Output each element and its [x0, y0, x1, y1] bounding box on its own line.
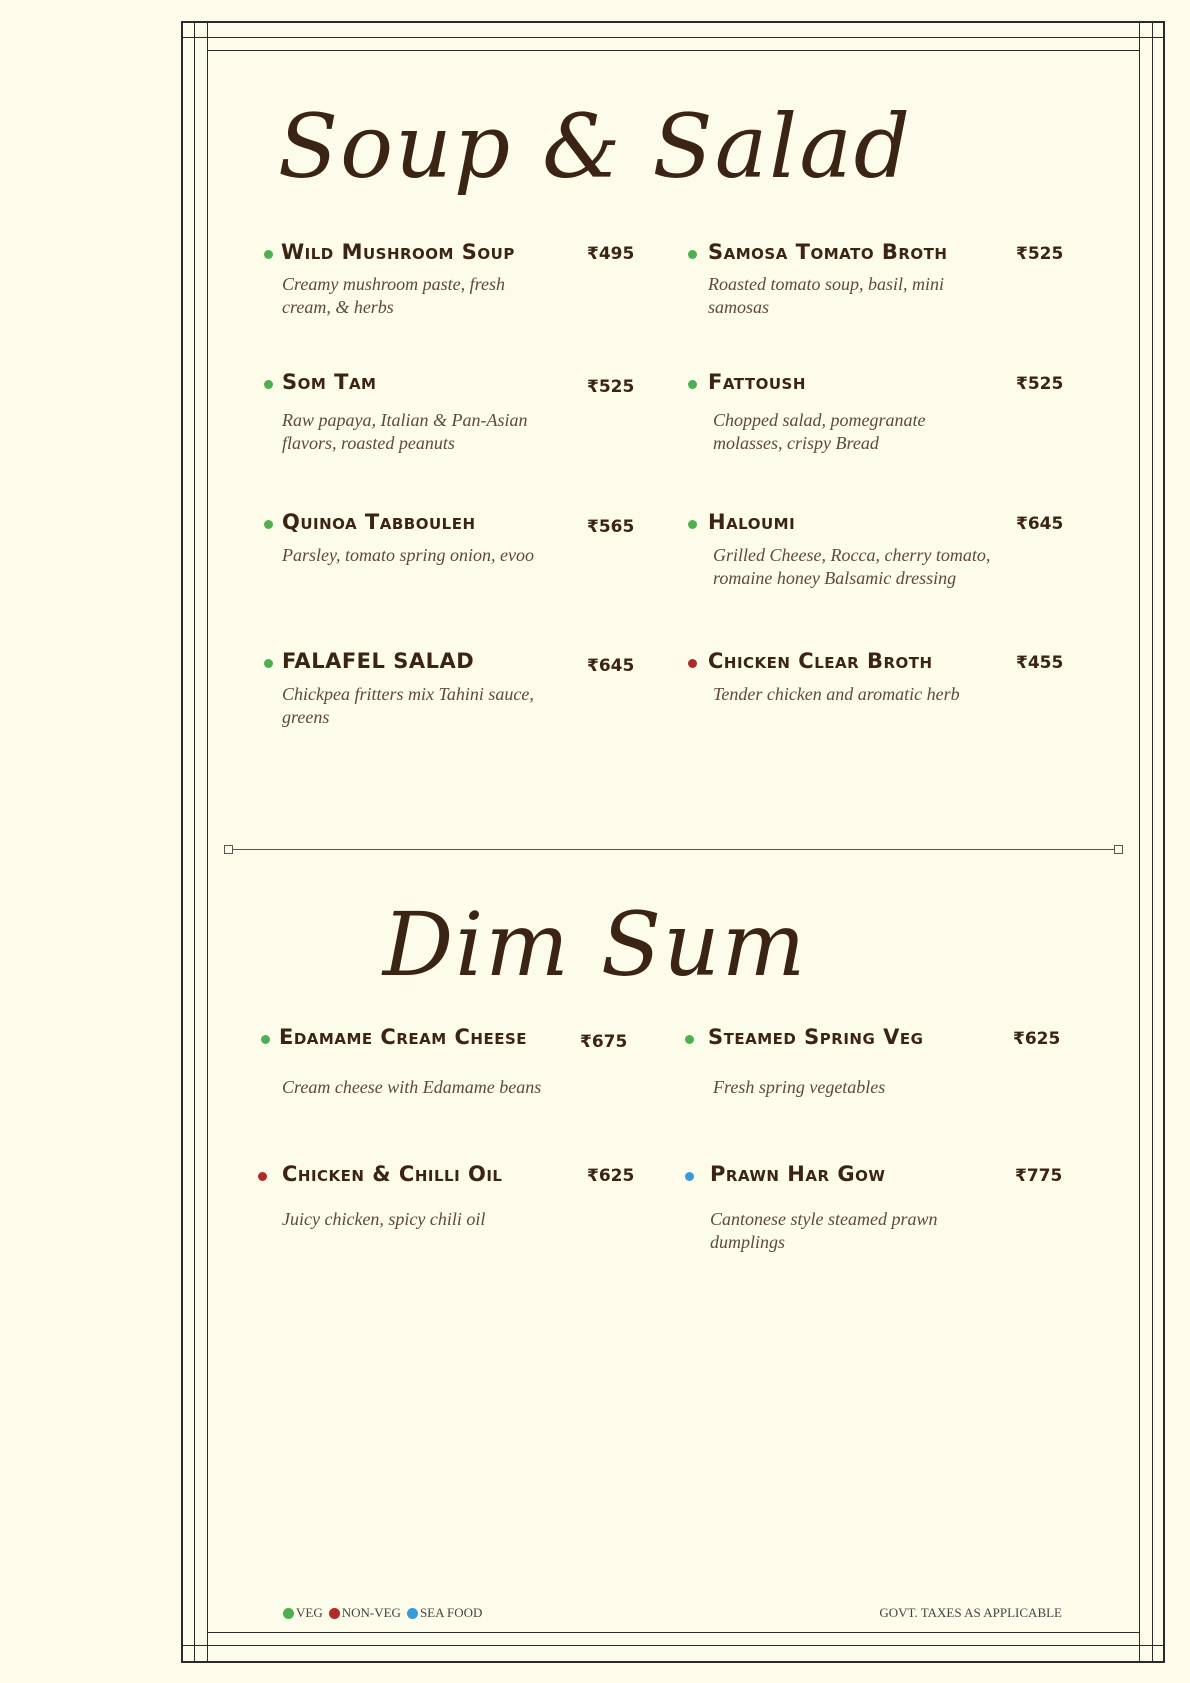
- item-name: Samosa Tomato Broth: [708, 240, 948, 264]
- item-price: ₹645: [1016, 514, 1064, 534]
- frame-outer-top: [181, 21, 1165, 23]
- frame-outer-bottom: [181, 1661, 1165, 1663]
- item-name: Prawn Har Gow: [710, 1162, 886, 1186]
- frame-inner-bottom-1: [181, 1645, 1165, 1646]
- veg-indicator-icon: [688, 250, 697, 259]
- item-price: ₹525: [1016, 244, 1064, 264]
- item-description: Roasted tomato soup, basil, mini samosas: [708, 274, 945, 317]
- item-name: Wild Mushroom Soup: [281, 240, 515, 264]
- item-price: ₹525: [1016, 374, 1064, 394]
- item-price: ₹625: [1013, 1029, 1061, 1049]
- legend: [283, 1605, 488, 1621]
- divider-left-cap: [224, 845, 233, 854]
- veg-indicator-icon: [264, 659, 273, 668]
- item-price: ₹495: [587, 244, 635, 264]
- item-name: Haloumi: [708, 510, 796, 534]
- frame-inner-bottom-2: [207, 1632, 1139, 1633]
- section-title-dim-sum: Dim Sum: [382, 893, 808, 996]
- legend-nonveg-label: NON-VEG: [341, 1605, 401, 1620]
- item-description: Fresh spring vegetables: [713, 1077, 886, 1097]
- item-price: ₹775: [1015, 1166, 1063, 1186]
- frame-outer-left: [181, 21, 183, 1663]
- frame-inner-left-1: [194, 21, 195, 1663]
- frame-inner-right-1: [1152, 21, 1153, 1663]
- item-description: Grilled Cheese, Rocca, cherry tomato, romaine honey Balsamic dressing: [713, 545, 991, 588]
- veg-indicator-icon: [264, 520, 273, 529]
- item-description: Chopped salad, pomegranate molasses, crispy Bread: [713, 410, 926, 453]
- item-name: Quinoa Tabbouleh: [282, 510, 476, 534]
- item-description: Parsley, tomato spring onion, evoo: [282, 545, 534, 565]
- item-name: Chicken Clear Broth: [708, 649, 933, 673]
- item-description: Tender chicken and aromatic herb: [713, 684, 960, 704]
- item-price: ₹565: [587, 517, 635, 537]
- item-name: FALAFEL SALAD: [282, 649, 475, 673]
- taxes-note: GOVT. TAXES AS APPLICABLE: [879, 1605, 1062, 1620]
- item-description: Cream cheese with Edamame beans: [282, 1077, 542, 1097]
- item-name: Edamame Cream Cheese: [279, 1025, 527, 1049]
- nonveg-indicator-icon: [688, 659, 697, 668]
- item-price: ₹645: [587, 656, 635, 676]
- legend-veg-label: VEG: [296, 1605, 323, 1620]
- divider-right-cap: [1114, 845, 1123, 854]
- veg-indicator-icon: [264, 250, 273, 259]
- item-price: ₹455: [1016, 653, 1064, 673]
- frame-inner-top-1: [181, 37, 1165, 38]
- item-name: Fattoush: [708, 370, 806, 394]
- frame-inner-top-2: [207, 50, 1139, 51]
- item-description: Chickpea fritters mix Tahini sauce, greens: [282, 684, 534, 727]
- item-price: ₹675: [580, 1032, 628, 1052]
- item-description: Creamy mushroom paste, fresh cream, & herbs: [282, 274, 505, 317]
- veg-indicator-icon: [264, 380, 273, 389]
- item-name: Som Tam: [282, 370, 377, 394]
- nonveg-legend-icon: [329, 1608, 340, 1619]
- veg-indicator-icon: [688, 520, 697, 529]
- item-description: Cantonese style steamed prawn dumplings: [710, 1209, 938, 1252]
- veg-indicator-icon: [685, 1035, 694, 1044]
- frame-inner-right-2: [1139, 21, 1140, 1663]
- veg-legend-icon: [283, 1608, 294, 1619]
- section-title-soup-salad: Soup & Salad: [277, 95, 913, 198]
- item-price: ₹525: [587, 377, 635, 397]
- nonveg-indicator-icon: [258, 1172, 267, 1181]
- item-price: ₹625: [587, 1166, 635, 1186]
- item-description: Raw papaya, Italian & Pan-Asian flavors, roasted peanuts: [282, 410, 528, 453]
- legend-seafood-label: SEA FOOD: [419, 1605, 483, 1620]
- item-description: Juicy chicken, spicy chili oil: [282, 1209, 486, 1229]
- seafood-legend-icon: [407, 1608, 418, 1619]
- item-name: Steamed Spring Veg: [708, 1025, 924, 1049]
- section-divider: [230, 849, 1118, 850]
- item-name: Chicken & Chilli Oil: [282, 1162, 503, 1186]
- seafood-indicator-icon: [685, 1172, 694, 1181]
- veg-indicator-icon: [688, 380, 697, 389]
- frame-outer-right: [1163, 21, 1165, 1663]
- frame-inner-left-2: [207, 21, 208, 1663]
- veg-indicator-icon: [261, 1035, 270, 1044]
